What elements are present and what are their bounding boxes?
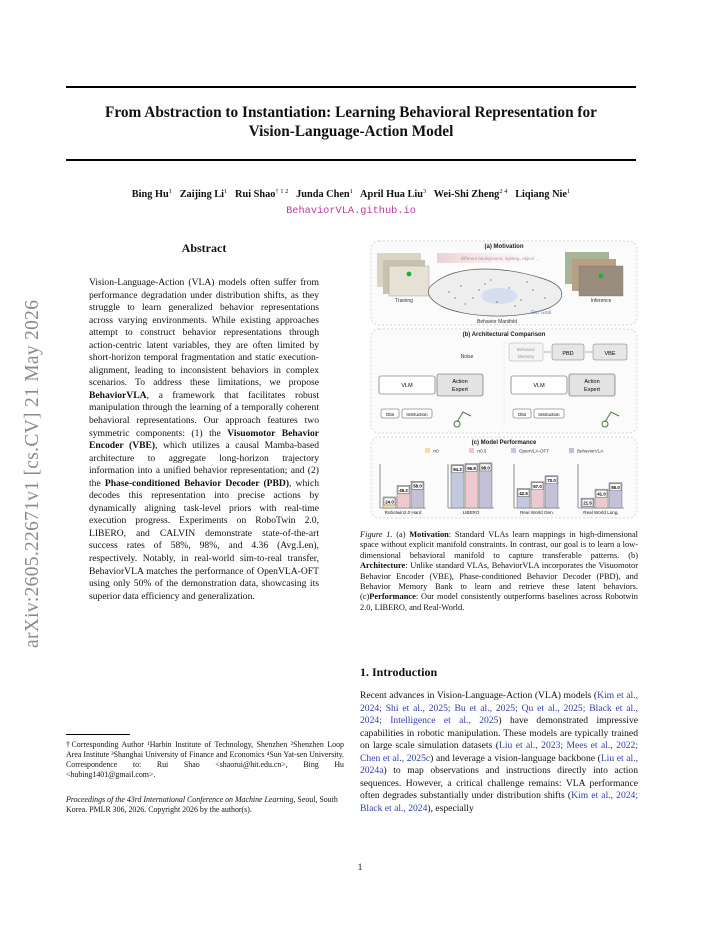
paper-title: [66, 103, 636, 141]
abstract-bold: Visuomotor Behavior Encoder (VBE): [89, 427, 319, 452]
proceedings-note: [66, 795, 344, 815]
category-label: Real World Gen.: [520, 510, 554, 515]
abstract-bold: Phase-conditioned Behavior Decoder (PBD): [104, 477, 290, 489]
manifold-label: Behavior Manifold: [476, 319, 518, 325]
caption-label: Figure 1.: [360, 530, 393, 539]
abstract-text: , which utilizes a causal Mamba-based architecture to aggregate long-horizon trajectory information into a unified behavior representation; and (2) the: [89, 440, 320, 489]
caption-text: : Unlike standard VLAs, BehaviorVLA incorporates the Visuomotor Behavior Encoder (VBE), Phase-conditioned Behavior Decoder (PBD), and Behavior Memory Bank to learn and retrieve these latent behaviors. (c): [360, 561, 638, 602]
intro-text: Recent advances in Vision-Language-Action (VLA) models (: [360, 690, 598, 701]
category-label: Real World Long.: [583, 510, 619, 515]
author-affiliation: † 1 2: [275, 188, 289, 195]
caption-bold: Performance: [369, 592, 416, 602]
inference-label: Inference: [590, 298, 612, 304]
legend-swatch: [469, 448, 474, 453]
introduction-body: [360, 690, 638, 815]
citation-link[interactable]: Kim et al., 2024; Black et al., 2024: [360, 790, 639, 814]
title-bottom-rule: [66, 159, 636, 161]
data-label: 70.0: [547, 478, 556, 484]
caption-bold: Architecture: [360, 561, 406, 571]
author-affiliation: 1: [168, 188, 172, 195]
panel-c-title: (c) Model Performance: [471, 440, 537, 446]
vlm-label-right: VLM: [533, 383, 545, 389]
author: Bing Hu: [131, 189, 169, 200]
goal-region: [481, 288, 517, 304]
section-heading: 1. Introduction: [360, 665, 438, 679]
author: Junda Chen: [296, 189, 350, 200]
citation-link[interactable]: Liu et al., 2024a: [360, 752, 638, 777]
legend-swatch: [425, 448, 430, 453]
shift-label: different background, lighting, object ...: [460, 256, 540, 261]
arxiv-stamp-text: arXiv:2605.22671v1 [cs.CV] 21 May 2026: [22, 299, 43, 648]
goal-label: Our Goal: [530, 310, 552, 316]
training-label: Training: [395, 298, 413, 304]
abstract-text: , which decodes this representation into precise actions by dynamically aligning task-level priors with real-time execution progress. Experiments on RoboTwin 2.0, LIBERO, and CALVIN demonstrate state-of-the-art success rates of 58%, 98%, and 4.36 (Avg.Len), respectively. Notably, in real-world sim-to-real transfer, BehaviorVLA matches the performance of OpenVLA-OFT using only 50% of the demonstration data, showcasing its superior data efficiency and generalization.: [89, 477, 320, 602]
data-label: 41.0: [597, 491, 606, 497]
abstract-bold: BehaviorVLA: [89, 389, 147, 401]
data-label: 96.9: [467, 465, 476, 471]
citation-link[interactable]: Liu et al., 2023; Mees et al., 2022; Chen et al., 2025c: [360, 740, 638, 764]
category-label: Robotwin2.0 Hard: [384, 510, 422, 515]
intro-text: ), especially: [427, 802, 474, 814]
obs-label-right: Obs: [517, 412, 527, 417]
abstract-text: Vision-Language-Action (VLA) models often suffer from performance degradation under distribution shifts, as they struggle to learn generalized behavior representations across varying environments. While existing approaches attempt to construct behavior representations through action-centric latent variables, they are often limited by short-horizon temporal fragmentation and static execution-alignment, leading to inconsistent behaviors in complex scenarios. To address these limitations, we propose: [89, 277, 319, 389]
citation-link[interactable]: Kim et al., 2024; Shi et al., 2025; Bu et al., 2025; Qu et al., 2025; Black et al., 2024; Intelligence et al., 2025: [360, 690, 638, 727]
author-affiliation: 2 4: [499, 188, 508, 195]
data-label: 49.2: [399, 487, 408, 493]
legend-label: BehaviorVLA: [577, 448, 604, 454]
data-label: 58.0: [413, 483, 422, 489]
top-rule: [66, 86, 636, 88]
category-label: LIBERO: [462, 510, 480, 515]
vbe-label: VBE: [604, 351, 616, 357]
author: Rui Shao: [235, 189, 276, 200]
data-label: 94.2: [453, 467, 462, 473]
footnote: †Corresponding Author ¹Harbin Institute of Technology, Shenzhen ²Shenzhen Loop Area Institute ³Shanghai University of Finance and Economics ⁴Sun Yat-sen University. Correspondence to: Rui Shao <shaorui@hit.edu.cn>, Bing Hu <hubing1401@gmail.com>.: [66, 740, 344, 779]
author-list: [66, 188, 636, 200]
author-affiliation: 3: [423, 188, 427, 195]
intro-text: ) and leverage a vision-language backbone (: [430, 752, 601, 764]
obs-label-left: Obs: [385, 412, 395, 417]
instruction-label-left: Instruction: [406, 412, 428, 417]
author: Wei-Shi Zheng: [433, 189, 500, 200]
title-line-1: From Abstraction to Instantiation: Learning Behavioral Representation for: [105, 104, 597, 121]
abstract-text: , a framework that facilitates robust manipulation through the learning of a temporally coherent behavioral representations. Our approach features two symmetric components: (1) the: [89, 389, 319, 439]
instruction-label-right: Instruction: [538, 412, 560, 417]
intro-text: ) have demonstrated impressive capabilities in robotic manipulation. These models are typically trained on large scale simulation datasets (: [360, 715, 639, 752]
action-expert-label-right: Expert: [584, 387, 600, 393]
author: Liqiang Nie: [515, 189, 567, 200]
caption-text: (a): [392, 530, 410, 539]
abstract-heading: Abstract: [181, 241, 227, 255]
data-label: 42.5: [519, 490, 528, 496]
vlm-label-left: VLM: [401, 383, 413, 389]
data-label: 55.0: [611, 485, 620, 491]
title-line-2: Vision-Language-Action Model: [248, 123, 454, 140]
pbd-label: PBD: [562, 351, 574, 357]
project-url-link[interactable]: BehaviorVLA.github.io: [286, 205, 416, 217]
figure-caption: [360, 530, 638, 613]
intro-text: ) to map observations and instructions directly into action sequences. However, a critical challenge remains: VLA performance often degrades substantially under distribution shifts (: [360, 765, 638, 802]
abstract-body: [89, 277, 319, 603]
legend-label: π0.5: [477, 448, 487, 454]
action-expert-label-right: Action: [584, 379, 600, 385]
caption-bold: Motivation: [409, 530, 449, 539]
page-number: 1: [357, 862, 363, 873]
legend-label: OpenVLA-OFT: [519, 448, 550, 454]
proceedings-italic: Proceedings of the 43rd International Conference on Machine Learning: [66, 795, 294, 804]
panel-b-title: (b) Architectural Comparison: [462, 332, 546, 338]
data-label: 98.0: [481, 465, 490, 471]
legend-swatch: [511, 448, 516, 453]
footnote-rule: [66, 734, 130, 735]
noise-label: Noise: [460, 354, 474, 360]
data-label: 24.0: [385, 499, 394, 505]
author-affiliation: 1: [224, 188, 228, 195]
action-expert-label-left: Action: [452, 379, 468, 385]
author: April Hua Liu: [360, 189, 423, 200]
arxiv-stamp: [22, 258, 48, 648]
behavior-memory-label: Behavior: [516, 347, 536, 352]
behavior-memory-label: Memory: [517, 354, 535, 359]
legend-swatch: [569, 448, 574, 453]
action-expert-label-left: Expert: [452, 387, 468, 393]
legend-label: π0: [433, 448, 439, 454]
author-affiliation: 1: [566, 188, 571, 195]
panel-a-title: (a) Motivation: [484, 244, 524, 250]
author: Zaijing Li: [179, 189, 225, 200]
caption-text: : Our model consistently outperforms baselines across Robotwin 2.0, LIBERO, and Real-World.: [360, 592, 638, 612]
data-label: 57.0: [533, 484, 542, 490]
author-affiliation: 1: [349, 188, 353, 195]
data-label: 21.5: [583, 500, 592, 506]
proceedings-rest: , Seoul, South Korea. PMLR 306, 2026. Copyright 2026 by the author(s).: [66, 795, 338, 814]
caption-text: : Standard VLAs learn mappings in high-dimensional space without explicit manifold constraints. In contrast, our goal is to learn a low-dimensional behavioral manifold to capture transferable patterns. (b): [360, 530, 639, 560]
figure-1: [369, 240, 639, 520]
